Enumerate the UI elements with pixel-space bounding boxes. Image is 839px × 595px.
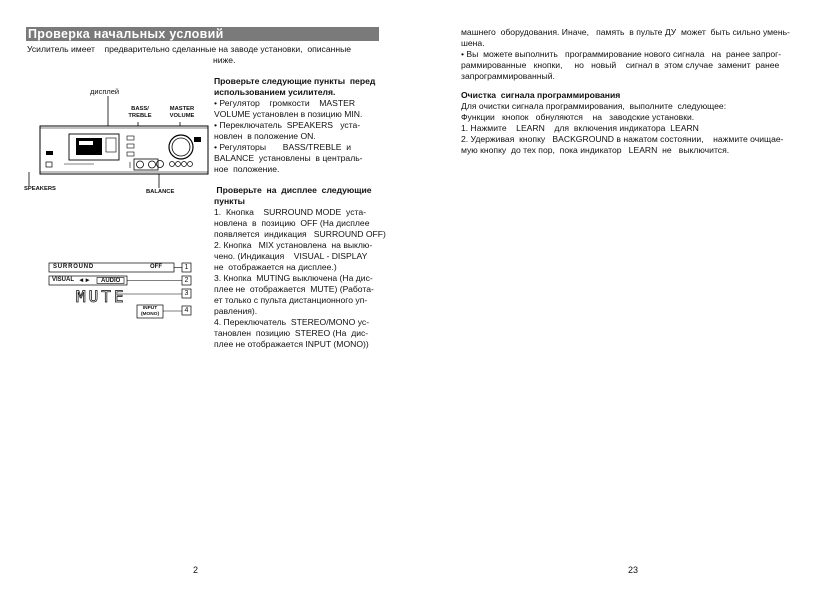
intro-text xyxy=(27,44,379,66)
section2-line: 2. Кнопка MIX установлена на выклю- xyxy=(214,240,373,250)
section1-line: • Переключатель SPEAKERS уста- xyxy=(214,120,361,130)
master-volume-label-line: VOLUME xyxy=(169,113,195,119)
amplifier-diagram xyxy=(24,82,214,202)
section2-line: равления). xyxy=(214,306,258,316)
section2-line: ет только с пульта дистанционного уп- xyxy=(214,295,368,305)
right-para1-line: • Вы можете выполнить программирование нового сигнала на ранее запрог- xyxy=(461,49,782,59)
mute-indicator: MUTE xyxy=(76,287,127,306)
display-panel-diagram xyxy=(40,258,200,328)
section2-line: появляется индикация SURROUND OFF) xyxy=(214,229,386,239)
section2 xyxy=(214,185,386,350)
section2-line: новлена в позицию OFF (На дисплее xyxy=(214,218,370,228)
right-para1-line: шена. xyxy=(461,38,485,48)
intro-line: ниже. xyxy=(213,55,236,65)
right-section-line: мую кнопку до тех пор, пока индикатор LEARN не выключится. xyxy=(461,145,730,155)
section2-title-line: пункты xyxy=(214,196,246,206)
amplifier-drawing xyxy=(24,82,214,202)
page-number-left: 2 xyxy=(193,565,199,575)
right-section-line: 2. Удерживая кнопку BACKGROUND в нажатом состоянии, нажмите очищае- xyxy=(461,134,784,144)
right-para1 xyxy=(461,27,813,82)
display-label: дисплей xyxy=(90,87,120,96)
off-indicator: OFF xyxy=(150,264,162,270)
right-para1-line: раммированные кнопки, но новый сигнал в этом случае заменит ранее xyxy=(461,60,780,70)
section2-line: 4. Переключатель STEREO/MONO ус- xyxy=(214,317,370,327)
right-section-line: 1. Нажмите LEARN для включения индикатора LEARN xyxy=(461,123,699,133)
section2-line: тановлен позицию STEREO (На дис- xyxy=(214,328,369,338)
right-para1-line: запрограммированный. xyxy=(461,71,555,81)
right-section-title: Очистка сигнала программирования xyxy=(461,90,621,100)
section1-line: • Регулятор громкости MASTER xyxy=(214,98,356,108)
visual-indicator: VISUAL xyxy=(52,277,75,283)
section2-line: не отображается на дисплее.) xyxy=(214,262,337,272)
section1-line: VOLUME установлен в позицию MIN. xyxy=(214,109,363,119)
right-para1-line: машнего оборудования. Иначе, память в пульте ДУ может быть сильно умень- xyxy=(461,27,790,37)
section2-line: 1. Кнопка SURROUND MODE уста- xyxy=(214,207,366,217)
right-section xyxy=(461,90,813,156)
section2-line: чено. (Индикация VISUAL - DISPLAY xyxy=(214,251,368,261)
bass-treble-label-line: BASS/ xyxy=(131,106,149,112)
speakers-label: SPEAKERS xyxy=(24,186,56,192)
section2-title-line: Проверьте на дисплее следующие xyxy=(214,185,372,195)
page-number-right: 23 xyxy=(628,565,639,575)
arrows-icon: ◄► xyxy=(78,276,91,284)
section2-line: плее не отображается INPUT (MONO)) xyxy=(214,339,369,349)
section1-title-line: Проверьте следующие пункты перед xyxy=(214,76,376,86)
master-volume-label-line: MASTER xyxy=(169,106,195,112)
callout-3: 3 xyxy=(184,290,189,297)
section1-line: BALANCE установлены в централь- xyxy=(214,153,363,163)
input-indicator: INPUT xyxy=(142,306,158,311)
intro-line: Усилитель имеет предварительно сделанные на заводе установки, описанные xyxy=(27,44,352,54)
input-mono-indicator xyxy=(137,306,163,317)
page-title: Проверка начальных условий xyxy=(26,27,379,41)
section1-line: • Регуляторы BASS/TREBLE и xyxy=(214,142,352,152)
section2-line: 3. Кнопка MUTING выключена (На дис- xyxy=(214,273,373,283)
callout-2: 2 xyxy=(184,277,189,284)
section2-line: плее не отображается MUTE) (Работа- xyxy=(214,284,374,294)
audio-indicator: AUDIO xyxy=(101,277,121,284)
mono-indicator: (MONO) xyxy=(140,311,160,317)
bass-treble-label-line: TREBLE xyxy=(128,113,152,119)
callout-4: 4 xyxy=(184,307,189,314)
right-section-line: Функции кнопок обнуляются на заводские установки. xyxy=(461,112,695,122)
section1-line: ное положение. xyxy=(214,164,280,174)
balance-label: BALANCE xyxy=(146,189,175,195)
section1 xyxy=(214,76,378,175)
callout-1: 1 xyxy=(184,264,189,271)
surround-indicator: SURROUND xyxy=(53,264,95,270)
right-section-line: Для очистки сигнала программирования, выполните следующее: xyxy=(461,101,727,111)
section1-line: новлен в положение ON. xyxy=(214,131,316,141)
section1-title-line: использованием усилителя. xyxy=(214,87,336,97)
